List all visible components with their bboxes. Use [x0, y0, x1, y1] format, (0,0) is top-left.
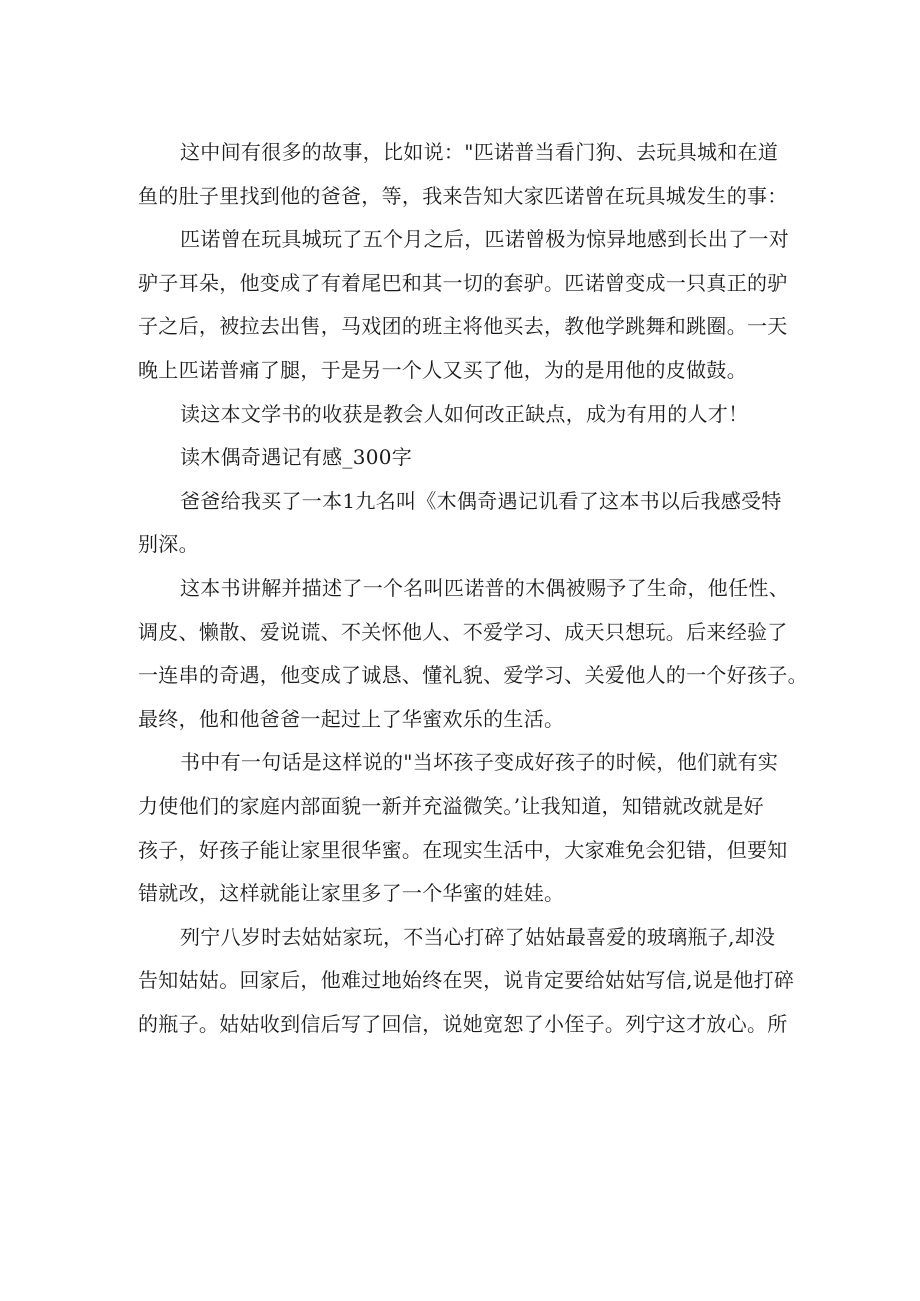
text-line: 错就改，这样就能让家里多了一个华蜜的娃娃。 [138, 881, 565, 906]
text-line: 力使他们的家庭内部面貌一新并充溢微笑。’让我知道，知错就改就是好 [138, 793, 764, 818]
text-line: 告知姑姑。回家后，他难过地始终在哭，说肯定要给姑姑写信,说是他打碎 [138, 968, 795, 993]
text-line: 鱼的肚子里找到他的爸爸，等，我来告知大家匹诺曾在玩具城发生的事： [138, 183, 788, 208]
text-line: 这本书讲解并描述了一个名叫匹诺普的木偶被赐予了生命，他任性、 [180, 575, 789, 600]
text-line: 别深。 [138, 532, 199, 557]
text-line: 最终，他和他爸爸一起过上了华蜜欢乐的生活。 [138, 706, 565, 731]
text-line: 爸爸给我买了一本1九名叫《木偶奇遇记讥看了这本书以后我感受特 [180, 488, 782, 513]
text-line: 的瓶子。姑姑收到信后写了回信，说她宽恕了小侄子。列宁这才放心。所 [138, 1011, 788, 1036]
text-line: 晚上匹诺普痛了腿，于是另一个人又买了他，为的是用他的皮做鼓。 [138, 357, 747, 382]
text-line: 调皮、懒散、爱说谎、不关怀他人、不爱学习、成天只想玩。后来经验了 [138, 619, 788, 644]
text-line: 子之后，被拉去出售，马戏团的班主将他买去，教他学跳舞和跳圈。一天 [138, 314, 788, 339]
text-line: 这中间有很多的故事，比如说："匹诺普当看门狗、去玩具城和在道 [180, 140, 779, 164]
text-line: 驴子耳朵，他变成了有着尾巴和其一切的套驴。匹诺曾变成一只真正的驴 [138, 270, 788, 295]
text-line: 列宁八岁时去姑姑家玩，不当心打碎了姑姑最喜爱的玻璃瓶子,却没 [180, 924, 776, 949]
text-line: 一连串的奇遇，他变成了诚恳、懂礼貌、爱学习、关爱他人的一个好孩子。 [138, 663, 808, 688]
section-heading: 读木偶奇遇记有感_300字 [180, 445, 413, 470]
text-line: 读这本文学书的收获是教会人如何改正缺点，成为有用的人才！ [180, 401, 749, 426]
text-line: 匹诺曾在玩具城玩了五个月之后，匹诺曾极为惊异地感到长出了一对 [180, 227, 789, 252]
body-text [138, 131, 808, 1046]
text-line: 孩子，好孩子能让家里很华蜜。在现实生活中，大家难免会犯错，但要知 [138, 837, 788, 862]
text-line: 书中有一句话是这样说的"当坏孩子变成好孩子的时候，他们就有实 [180, 750, 779, 775]
